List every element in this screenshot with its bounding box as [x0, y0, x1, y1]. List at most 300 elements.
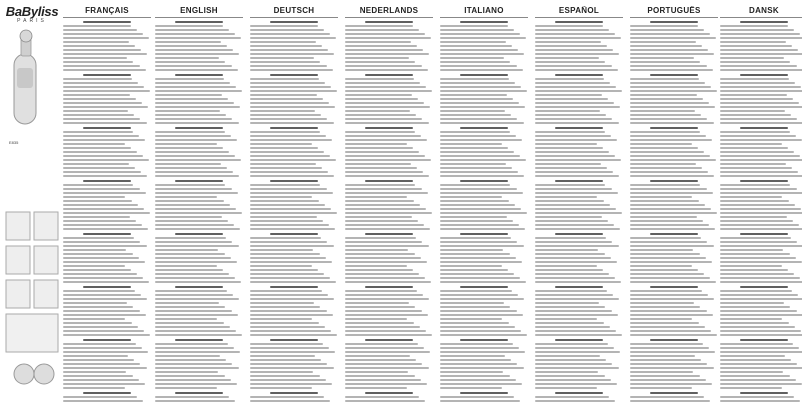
text-line-placeholder: [155, 224, 234, 226]
text-line-placeholder: [720, 302, 784, 304]
text-line-placeholder: [440, 82, 515, 84]
text-line-placeholder: [250, 355, 315, 357]
text-line-placeholder: [250, 171, 328, 173]
text-line-placeholder: [250, 41, 316, 43]
text-line-placeholder: [630, 237, 701, 239]
text-line-placeholder: [63, 318, 125, 320]
text-line-placeholder: [63, 277, 143, 279]
text-line-placeholder: [720, 334, 802, 336]
text-line-placeholder: [250, 367, 334, 369]
text-line-placeholder: [250, 237, 321, 239]
text-line-placeholder: [345, 114, 416, 116]
text-line-placeholder: [720, 175, 802, 177]
text-line-placeholder: [155, 245, 239, 247]
text-line-placeholder: [440, 131, 510, 133]
device-illustration: [6, 28, 58, 138]
text-line-placeholder: [250, 257, 326, 259]
text-line-placeholder: [650, 392, 698, 394]
text-line-placeholder: [63, 171, 141, 173]
text-line-placeholder: [555, 180, 603, 182]
text-line-placeholder: [630, 273, 704, 275]
text-line-placeholder: [345, 25, 413, 27]
text-line-placeholder: [630, 171, 708, 173]
text-line-placeholder: [155, 139, 237, 141]
text-line-placeholder: [63, 118, 140, 120]
text-line-placeholder: [250, 212, 337, 214]
text-line-placeholder: [155, 237, 226, 239]
text-line-placeholder: [155, 281, 241, 283]
text-line-placeholder: [535, 302, 599, 304]
text-line-placeholder: [630, 25, 698, 27]
text-line-placeholder: [83, 392, 131, 394]
brand-city: PARIS: [17, 18, 47, 24]
text-line-placeholder: [63, 82, 138, 84]
text-line-placeholder: [535, 57, 599, 59]
text-line-placeholder: [440, 102, 519, 104]
text-line-placeholder: [63, 192, 146, 194]
text-line-placeholder: [440, 383, 522, 385]
text-line-placeholder: [250, 184, 320, 186]
text-line-placeholder: [535, 163, 601, 165]
text-line-placeholder: [345, 29, 419, 31]
text-line-placeholder: [155, 171, 233, 173]
text-line-placeholder: [535, 61, 605, 63]
text-line-placeholder: [155, 294, 233, 296]
language-heading: ENGLISH: [155, 6, 243, 18]
text-line-placeholder: [720, 61, 790, 63]
text-line-placeholder: [720, 355, 785, 357]
text-line-placeholder: [535, 200, 604, 202]
text-line-placeholder: [440, 351, 525, 353]
text-line-placeholder: [740, 21, 788, 23]
text-line-placeholder: [250, 379, 326, 381]
text-line-placeholder: [345, 330, 426, 332]
text-line-placeholder: [535, 367, 619, 369]
text-line-placeholder: [155, 114, 226, 116]
text-line-placeholder: [630, 147, 698, 149]
text-line-placeholder: [630, 41, 696, 43]
text-line-placeholder: [535, 310, 612, 312]
text-line-placeholder: [250, 61, 320, 63]
text-line-placeholder: [345, 45, 417, 47]
text-line-placeholder: [250, 330, 331, 332]
text-line-placeholder: [250, 224, 329, 226]
text-line-placeholder: [440, 322, 509, 324]
text-line-placeholder: [720, 318, 782, 320]
text-line-placeholder: [155, 298, 239, 300]
text-line-placeholder: [720, 220, 793, 222]
text-line-placeholder: [535, 139, 617, 141]
text-line-placeholder: [250, 228, 335, 230]
text-line-placeholder: [63, 237, 134, 239]
text-line-placeholder: [250, 245, 334, 247]
text-line-placeholder: [720, 241, 797, 243]
text-line-placeholder: [535, 29, 609, 31]
text-line-placeholder: [440, 86, 521, 88]
text-line-placeholder: [440, 371, 503, 373]
text-line-placeholder: [720, 57, 784, 59]
text-line-placeholder: [345, 167, 417, 169]
text-line-placeholder: [720, 118, 797, 120]
text-line-placeholder: [250, 151, 324, 153]
text-line-placeholder: [63, 57, 127, 59]
text-line-placeholder: [440, 367, 524, 369]
text-line-placeholder: [720, 49, 798, 51]
text-line-placeholder: [440, 220, 513, 222]
text-line-placeholder: [440, 330, 521, 332]
text-line-placeholder: [63, 29, 137, 31]
text-line-placeholder: [720, 98, 793, 100]
text-line-placeholder: [63, 273, 137, 275]
text-line-placeholder: [345, 277, 425, 279]
text-line-placeholder: [345, 192, 428, 194]
text-line-placeholder: [440, 171, 518, 173]
text-line-placeholder: [155, 277, 235, 279]
text-line-placeholder: [250, 208, 331, 210]
text-line-placeholder: [720, 37, 802, 39]
text-line-placeholder: [345, 143, 407, 145]
text-line-placeholder: [250, 192, 333, 194]
text-line-placeholder: [250, 269, 318, 271]
text-line-placeholder: [535, 118, 612, 120]
text-line-placeholder: [535, 228, 620, 230]
text-line-placeholder: [535, 53, 619, 55]
text-line-placeholder: [345, 110, 410, 112]
text-line-placeholder: [555, 286, 603, 288]
text-line-placeholder: [555, 339, 603, 341]
text-line-placeholder: [63, 61, 133, 63]
text-line-placeholder: [345, 163, 411, 165]
text-line-placeholder: [63, 375, 133, 377]
text-line-placeholder: [63, 379, 139, 381]
text-line-placeholder: [720, 114, 791, 116]
text-line-placeholder: [345, 359, 416, 361]
text-line-placeholder: [63, 224, 142, 226]
text-line-placeholder: [63, 220, 136, 222]
text-line-placeholder: [720, 216, 787, 218]
text-line-placeholder: [630, 159, 716, 161]
text-line-placeholder: [440, 41, 506, 43]
text-line-placeholder: [440, 334, 527, 336]
text-line-placeholder: [630, 379, 706, 381]
text-line-placeholder: [535, 216, 602, 218]
text-line-placeholder: [720, 212, 802, 214]
text-line-placeholder: [720, 155, 800, 157]
text-line-placeholder: [270, 339, 318, 341]
text-line-placeholder: [155, 208, 236, 210]
text-line-placeholder: [250, 334, 337, 336]
text-line-placeholder: [440, 135, 516, 137]
text-line-placeholder: [63, 400, 143, 402]
text-line-placeholder: [250, 306, 320, 308]
text-line-placeholder: [630, 118, 707, 120]
text-line-placeholder: [630, 86, 711, 88]
text-line-placeholder: [155, 159, 241, 161]
text-line-placeholder: [720, 41, 786, 43]
text-line-placeholder: [250, 118, 327, 120]
text-line-placeholder: [630, 204, 705, 206]
text-line-placeholder: [345, 237, 416, 239]
text-line-placeholder: [440, 387, 502, 389]
text-line-placeholder: [440, 253, 510, 255]
text-line-placeholder: [460, 392, 508, 394]
text-line-placeholder: [155, 228, 240, 230]
text-line-placeholder: [440, 306, 510, 308]
text-line-placeholder: [63, 65, 140, 67]
language-heading: FRANÇAIS: [63, 6, 151, 18]
text-line-placeholder: [720, 371, 783, 373]
text-line-placeholder: [630, 33, 710, 35]
text-line-placeholder: [535, 90, 622, 92]
text-line-placeholder: [720, 326, 795, 328]
text-line-placeholder: [535, 257, 611, 259]
text-line-placeholder: [63, 90, 150, 92]
text-line-placeholder: [345, 294, 423, 296]
text-line-placeholder: [535, 175, 619, 177]
text-line-placeholder: [630, 281, 716, 283]
text-line-placeholder: [250, 147, 318, 149]
text-line-placeholder: [155, 371, 218, 373]
text-line-placeholder: [440, 257, 516, 259]
text-line-placeholder: [345, 61, 415, 63]
text-line-placeholder: [720, 53, 802, 55]
text-line-placeholder: [365, 127, 413, 129]
text-line-placeholder: [440, 151, 514, 153]
text-line-placeholder: [155, 355, 220, 357]
text-line-placeholder: [630, 249, 693, 251]
text-line-placeholder: [345, 102, 424, 104]
text-line-placeholder: [155, 347, 234, 349]
text-line-placeholder: [155, 359, 226, 361]
text-line-placeholder: [630, 106, 715, 108]
text-line-placeholder: [630, 400, 710, 402]
text-line-placeholder: [535, 69, 618, 71]
usage-illustrations: [4, 208, 60, 398]
text-line-placeholder: [630, 224, 709, 226]
text-line-placeholder: [440, 375, 510, 377]
text-line-placeholder: [83, 286, 131, 288]
text-line-placeholder: [440, 355, 505, 357]
text-line-placeholder: [250, 310, 327, 312]
model-number: E835: [9, 140, 19, 145]
text-line-placeholder: [345, 94, 412, 96]
text-line-placeholder: [535, 330, 616, 332]
text-line-placeholder: [155, 184, 225, 186]
text-line-placeholder: [345, 147, 413, 149]
text-line-placeholder: [440, 143, 502, 145]
text-line-placeholder: [535, 363, 612, 365]
text-line-placeholder: [720, 306, 790, 308]
text-line-placeholder: [155, 387, 217, 389]
text-line-placeholder: [535, 400, 615, 402]
text-line-placeholder: [250, 253, 320, 255]
text-line-placeholder: [250, 114, 321, 116]
text-line-placeholder: [440, 204, 515, 206]
text-line-placeholder: [720, 147, 788, 149]
text-line-placeholder: [740, 127, 788, 129]
text-line-placeholder: [345, 257, 421, 259]
text-line-placeholder: [650, 74, 698, 76]
text-line-placeholder: [535, 147, 603, 149]
text-line-placeholder: [155, 400, 235, 402]
text-line-placeholder: [63, 371, 126, 373]
text-line-placeholder: [630, 57, 694, 59]
text-line-placeholder: [155, 25, 223, 27]
text-line-placeholder: [155, 273, 229, 275]
text-line-placeholder: [720, 65, 797, 67]
text-line-placeholder: [63, 200, 132, 202]
text-line-placeholder: [63, 208, 144, 210]
text-line-placeholder: [740, 233, 788, 235]
text-line-placeholder: [63, 212, 150, 214]
text-line-placeholder: [155, 49, 233, 51]
text-line-placeholder: [720, 94, 787, 96]
text-line-placeholder: [250, 53, 334, 55]
text-line-placeholder: [250, 400, 330, 402]
text-line-placeholder: [440, 216, 507, 218]
text-line-placeholder: [535, 379, 611, 381]
text-line-placeholder: [720, 90, 802, 92]
text-line-placeholder: [630, 375, 700, 377]
text-line-placeholder: [630, 355, 695, 357]
text-line-placeholder: [630, 155, 710, 157]
text-line-placeholder: [345, 228, 430, 230]
text-line-placeholder: [535, 45, 607, 47]
text-line-placeholder: [740, 392, 788, 394]
text-line-placeholder: [535, 351, 620, 353]
text-line-placeholder: [535, 387, 597, 389]
text-line-placeholder: [345, 49, 423, 51]
text-line-placeholder: [250, 175, 334, 177]
text-line-placeholder: [535, 249, 598, 251]
text-line-placeholder: [345, 159, 431, 161]
text-line-placeholder: [83, 233, 131, 235]
language-heading: ESPAÑOL: [535, 6, 623, 18]
text-line-placeholder: [345, 343, 418, 345]
text-line-placeholder: [155, 330, 236, 332]
text-line-placeholder: [250, 200, 319, 202]
text-line-placeholder: [630, 306, 700, 308]
text-line-placeholder: [250, 318, 312, 320]
text-line-placeholder: [63, 281, 149, 283]
text-line-placeholder: [720, 249, 783, 251]
text-line-placeholder: [345, 86, 426, 88]
text-line-placeholder: [155, 131, 225, 133]
text-line-placeholder: [440, 196, 502, 198]
text-line-placeholder: [720, 135, 796, 137]
text-line-placeholder: [720, 106, 802, 108]
text-line-placeholder: [345, 318, 407, 320]
text-line-placeholder: [345, 326, 420, 328]
text-line-placeholder: [720, 102, 799, 104]
text-line-placeholder: [175, 233, 223, 235]
language-column: [720, 6, 802, 404]
text-line-placeholder: [630, 188, 707, 190]
text-line-placeholder: [175, 339, 223, 341]
text-line-placeholder: [63, 249, 126, 251]
text-line-placeholder: [440, 98, 513, 100]
text-line-placeholder: [535, 396, 609, 398]
text-line-placeholder: [440, 343, 513, 345]
text-line-placeholder: [535, 155, 615, 157]
text-line-placeholder: [155, 241, 232, 243]
text-line-placeholder: [63, 69, 146, 71]
text-line-placeholder: [440, 379, 516, 381]
text-line-placeholder: [720, 253, 790, 255]
text-line-placeholder: [155, 118, 232, 120]
text-line-placeholder: [630, 208, 711, 210]
text-line-placeholder: [155, 314, 238, 316]
text-line-placeholder: [155, 302, 219, 304]
text-line-placeholder: [63, 383, 145, 385]
text-line-placeholder: [740, 180, 788, 182]
text-line-placeholder: [250, 102, 329, 104]
text-line-placeholder: [63, 151, 137, 153]
text-line-placeholder: [63, 159, 149, 161]
language-column: [155, 6, 243, 404]
text-line-placeholder: [345, 122, 429, 124]
text-line-placeholder: [63, 175, 147, 177]
text-line-placeholder: [155, 110, 220, 112]
text-line-placeholder: [630, 396, 704, 398]
text-line-placeholder: [175, 74, 223, 76]
text-line-placeholder: [83, 180, 131, 182]
text-line-placeholder: [630, 139, 712, 141]
text-line-placeholder: [345, 355, 410, 357]
text-line-placeholder: [720, 379, 796, 381]
text-line-placeholder: [345, 302, 409, 304]
text-line-placeholder: [345, 69, 428, 71]
text-line-placeholder: [535, 314, 618, 316]
text-line-placeholder: [535, 334, 622, 336]
text-line-placeholder: [63, 106, 148, 108]
text-line-placeholder: [440, 25, 508, 27]
text-line-placeholder: [440, 277, 520, 279]
text-line-placeholder: [440, 90, 527, 92]
text-line-placeholder: [630, 143, 692, 145]
text-line-placeholder: [555, 21, 603, 23]
text-line-placeholder: [345, 273, 419, 275]
text-line-placeholder: [345, 41, 411, 43]
text-line-placeholder: [365, 74, 413, 76]
text-line-placeholder: [630, 37, 716, 39]
text-line-placeholder: [155, 82, 230, 84]
text-line-placeholder: [365, 286, 413, 288]
text-line-placeholder: [630, 269, 698, 271]
language-column: [630, 6, 718, 404]
text-line-placeholder: [440, 69, 523, 71]
text-line-placeholder: [250, 396, 324, 398]
text-line-placeholder: [63, 367, 147, 369]
text-line-placeholder: [250, 139, 332, 141]
text-line-placeholder: [630, 98, 703, 100]
text-line-placeholder: [155, 196, 217, 198]
text-line-placeholder: [440, 200, 509, 202]
text-line-placeholder: [155, 61, 225, 63]
text-line-placeholder: [650, 339, 698, 341]
text-line-placeholder: [155, 204, 230, 206]
text-line-placeholder: [720, 159, 802, 161]
text-line-placeholder: [535, 25, 603, 27]
text-line-placeholder: [345, 135, 421, 137]
text-line-placeholder: [720, 86, 801, 88]
text-line-placeholder: [63, 334, 150, 336]
text-line-placeholder: [440, 265, 502, 267]
text-line-placeholder: [740, 339, 788, 341]
text-line-placeholder: [250, 290, 322, 292]
text-line-placeholder: [535, 265, 597, 267]
text-line-placeholder: [63, 310, 140, 312]
